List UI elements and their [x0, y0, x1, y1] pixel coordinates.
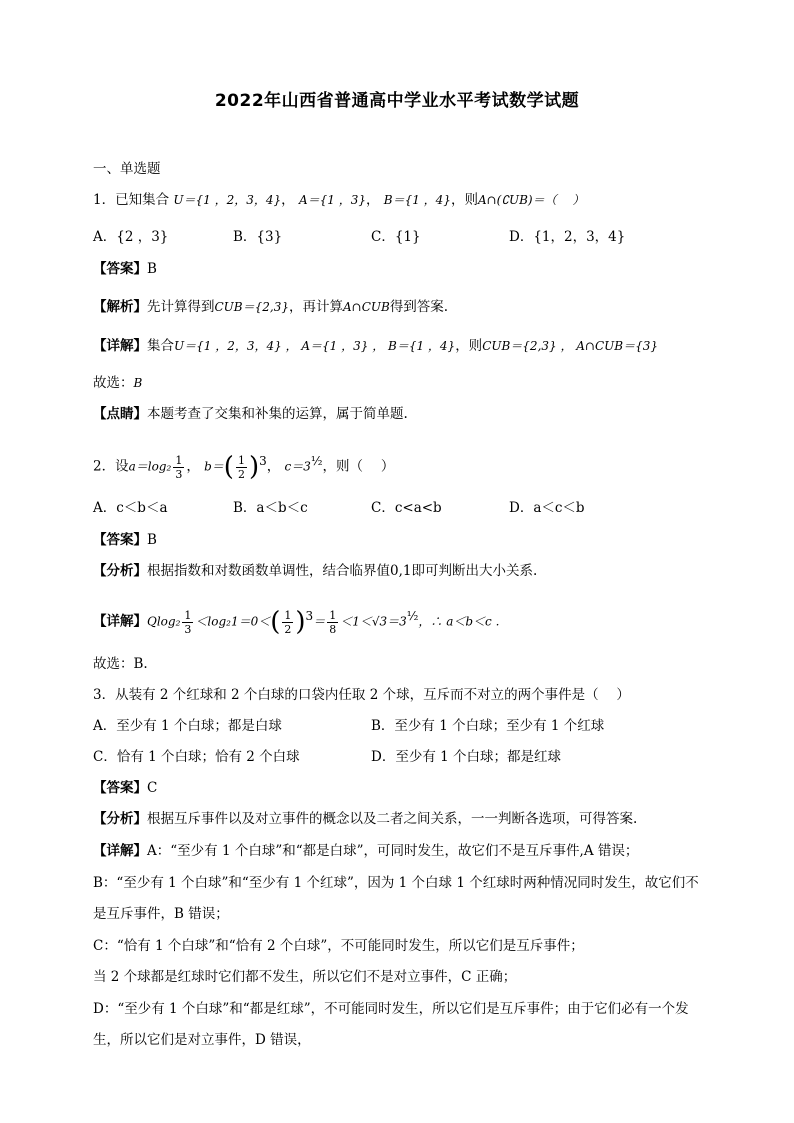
- question-3-detail-line-6: D：“至少有 1 个白球”和“都是红球”，不可能同时发生，所以它们是互斥事件；由于它们必有一个发: [93, 1001, 689, 1017]
- option-a: A．c＜b＜a: [93, 500, 168, 516]
- question-1-detail: 【详解】集合U＝{1 ，2，3，4} ， A＝{1 ，3} ， B＝{1 ，4}，则CUB＝{2,3} ， A∩CUB＝{3}: [93, 338, 659, 354]
- question-3-detail-line-7: 生，所以它们是对立事件，D 错误，: [93, 1032, 311, 1048]
- question-3-detail-line-2: B：“至少有 1 个白球”和“至少有 1 个红球”，因为 1 个白球 1 个红球时两种情况同时发生，故它们不: [93, 875, 699, 891]
- question-3-options-row2: [93, 748, 708, 766]
- option-a: A．{2 ，3}: [93, 229, 169, 245]
- question-1-analysis: 【解析】先计算得到CUB＝{2,3}，再计算A∩CUB得到答案.: [93, 299, 449, 315]
- question-3-detail-line-4: C：“恰有 1 个白球”和“恰有 2 个白球”，不可能同时发生，所以它们是互斥事件；: [93, 938, 584, 954]
- option-b: B．a＜b＜c: [233, 500, 308, 516]
- question-1-options: [93, 228, 708, 246]
- option-d: D．{1，2，3，4}: [509, 229, 626, 245]
- question-3-detail-line-1: 【详解】A：“至少有 1 个白球”和“都是白球”，可同时发生，故它们不是互斥事件,A 错误；: [93, 843, 639, 859]
- question-3-detail-line-5: 当 2 个球都是红球时它们都不发生，所以它们不是对立事件，C 正确；: [93, 969, 517, 985]
- question-2-stem: 2．设a＝log₂ $\frac{1}{3}$ ， b＝( $\frac{1}{2}$ )$^3$， $c=3^{\frac{1}{2}}$，则（ ）: [93, 452, 395, 482]
- question-2-analysis: 【分析】根据指数和对数函数单调性，结合临界值0,1即可判断出大小关系.: [93, 563, 538, 579]
- option-c: C．恰有 1 个白球；恰有 2 个白球: [93, 749, 300, 765]
- question-3-stem: 3．从装有 2 个红球和 2 个白球的口袋内任取 2 个球，互斥而不对立的两个事件是（ ）: [93, 687, 630, 703]
- question-3-options-row1: [93, 717, 708, 735]
- question-3-analysis: 【分析】根据互斥事件以及对立事件的概念以及二者之间关系，一一判断各选项，可得答案.: [93, 811, 638, 827]
- question-3-detail-line-3: 是互斥事件，B 错误；: [93, 906, 229, 922]
- option-a: A．至少有 1 个白球；都是白球: [93, 718, 282, 734]
- question-1-stem: 1．已知集合 U＝{1 ，2，3，4}， A＝{1 ，3}， B＝{1 ，4}，则A∩(∁UB)＝（ ）: [93, 192, 585, 208]
- page-title: 2022年山西省普通高中学业水平考试数学试题: [214, 91, 580, 111]
- option-d: D．a＜c＜b: [509, 500, 585, 516]
- option-c: C．{1}: [371, 229, 421, 245]
- question-1-choose: 故选：B: [93, 375, 143, 391]
- option-c: C．c<a<b: [371, 500, 442, 516]
- option-b: B．{3}: [233, 229, 283, 245]
- section-heading: 一、单选题: [93, 161, 161, 177]
- option-b: B．至少有 1 个白球；至少有 1 个红球: [371, 718, 605, 734]
- question-2-detail: 【详解】Qlog₂ $\frac{1}{3}$ ＜log₂1＝0＜( $\frac{1}{2}$ )$^3$＝ $\frac{1}{8}$ $<1<√3=3^{\frac{1}{2}}$，∴ a＜b＜c .: [93, 607, 500, 637]
- question-2-options: [93, 499, 708, 517]
- option-d: D．至少有 1 个白球；都是红球: [371, 749, 561, 765]
- question-1-comment: 【点睛】本题考查了交集和补集的运算，属于简单题.: [93, 406, 408, 422]
- question-1-answer: 【答案】B: [93, 261, 157, 277]
- question-3-answer: 【答案】C: [93, 780, 158, 796]
- question-2-answer: 【答案】B: [93, 532, 157, 548]
- question-2-choose: 故选：B.: [93, 656, 148, 672]
